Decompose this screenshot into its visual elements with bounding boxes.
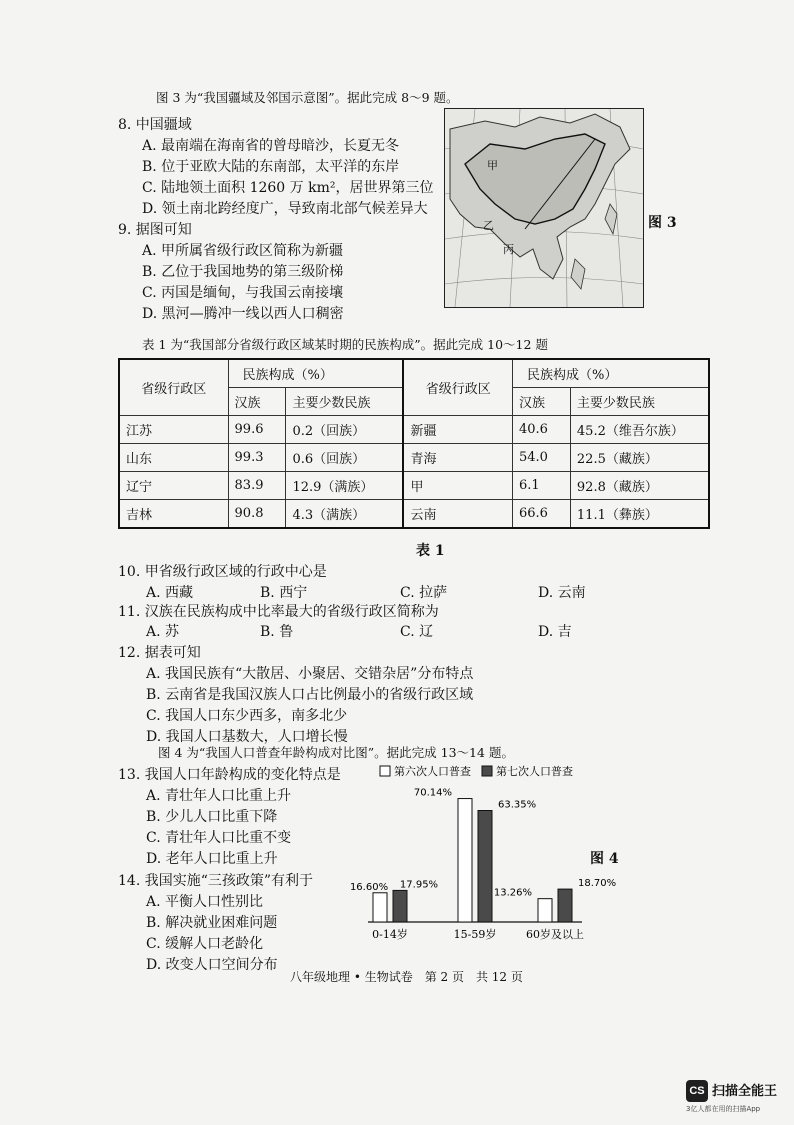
cell-minority: 92.8（藏族） xyxy=(570,472,709,500)
question-14-stem: 14. 我国实施“三孩政策”有利于 xyxy=(118,873,314,889)
bar-data-label: 63.35% xyxy=(498,799,537,811)
question-12-option-d: D. 我国人口基数大，人口增长慢 xyxy=(146,729,348,745)
cell-han: 6.1 xyxy=(512,472,570,500)
category-tick-label: 60岁及以上 xyxy=(526,928,584,941)
cell-minority: 0.6（回族） xyxy=(286,444,403,472)
bar-sixth-census xyxy=(538,899,552,922)
question-11-option-d: D. 吉 xyxy=(538,624,572,640)
table-header-row xyxy=(119,359,709,388)
question-9-option-a: A. 甲所属省级行政区简称为新疆 xyxy=(142,243,344,259)
cell-province: 辽宁 xyxy=(119,472,228,500)
cell-province: 吉林 xyxy=(119,500,228,529)
figure-4-caption: 图 4 xyxy=(590,851,619,867)
question-14-option-b: B. 解决就业困难问题 xyxy=(146,915,278,931)
question-9-option-d: D. 黑河—腾冲一线以西人口稠密 xyxy=(142,306,344,322)
cell-han: 40.6 xyxy=(512,416,570,444)
cell-han: 66.6 xyxy=(512,500,570,529)
map-label-jia: 甲 xyxy=(487,159,498,172)
intro-table1: 表 1 为“我国部分省级行政区域某时期的民族构成”。据此完成 10～12 题 xyxy=(142,337,548,352)
question-9-option-b: B. 乙位于我国地势的第三级阶梯 xyxy=(142,264,344,280)
bar-data-label: 13.26% xyxy=(493,887,532,899)
intro-fig4: 图 4 为“我国人口普查年龄构成对比图”。据此完成 13～14 题。 xyxy=(158,745,514,760)
header-region-right: 省级行政区 xyxy=(403,359,512,416)
cell-province: 山东 xyxy=(119,444,228,472)
bar-sixth-census xyxy=(458,799,472,922)
question-10-stem: 10. 甲省级行政区域的行政中心是 xyxy=(118,564,327,580)
cell-han: 99.3 xyxy=(228,444,286,472)
cell-province: 江苏 xyxy=(119,416,228,444)
island-shape xyxy=(571,259,585,289)
cell-han: 90.8 xyxy=(228,500,286,529)
bar-data-label: 17.95% xyxy=(399,879,439,891)
question-13-option-b: B. 少儿人口比重下降 xyxy=(146,809,278,825)
question-10-option-d: D. 云南 xyxy=(538,585,586,601)
table-row xyxy=(119,472,709,500)
cell-province: 新疆 xyxy=(403,416,512,444)
question-9-stem: 9. 据图可知 xyxy=(118,222,192,238)
question-11-option-b: B. 鲁 xyxy=(260,624,294,640)
cell-province: 甲 xyxy=(403,472,512,500)
question-12-option-b: B. 云南省是我国汉族人口占比例最小的省级行政区域 xyxy=(146,687,474,703)
question-13-option-c: C. 青壮年人口比重不变 xyxy=(146,830,292,846)
header-han-right: 汉族 xyxy=(512,388,570,416)
question-10-option-b: B. 西宁 xyxy=(260,585,308,601)
question-14-option-a: A. 平衡人口性别比 xyxy=(146,894,264,910)
question-10-option-c: C. 拉萨 xyxy=(400,585,448,601)
question-13-option-d: D. 老年人口比重上升 xyxy=(146,851,278,867)
question-8-option-b: B. 位于亚欧大陆的东南部，太平洋的东岸 xyxy=(142,159,400,175)
header-han-left: 汉族 xyxy=(228,388,286,416)
question-11-stem: 11. 汉族在民族构成中比率最大的省级行政区简称为 xyxy=(118,604,439,620)
page-footer: 八年级地理 • 生物试卷 第 2 页 共 12 页 xyxy=(290,970,523,984)
bar-data-label: 16.60% xyxy=(349,881,389,893)
figure-3-caption: 图 3 xyxy=(648,215,677,231)
island-shape xyxy=(605,204,617,234)
cell-minority: 11.1（彝族） xyxy=(570,500,709,529)
bar-seventh-census xyxy=(393,890,407,922)
question-12-option-c: C. 我国人口东少西多，南多北少 xyxy=(146,708,348,724)
header-composition-left: 民族构成（%） xyxy=(228,359,403,388)
chart-legend xyxy=(380,764,573,778)
cell-han: 99.6 xyxy=(228,416,286,444)
table-row xyxy=(119,444,709,472)
category-tick-label: 15-59岁 xyxy=(453,928,497,941)
cell-minority: 45.2（维吾尔族） xyxy=(570,416,709,444)
header-minority-right: 主要少数民族 xyxy=(570,388,709,416)
bar-seventh-census xyxy=(478,811,492,922)
bar-data-label: 18.70% xyxy=(578,878,617,890)
question-10-option-a: A. 西藏 xyxy=(146,585,194,601)
question-8-option-d: D. 领土南北跨经度广，导致南北部气候差异大 xyxy=(142,201,428,217)
table-row xyxy=(119,500,709,529)
question-13-option-a: A. 青壮年人口比重上升 xyxy=(146,788,292,804)
question-12-option-a: A. 我国民族有“大散居、小聚居、交错杂居”分布特点 xyxy=(146,666,474,682)
question-8-option-c: C. 陆地领土面积 1260 万 km²，居世界第三位 xyxy=(142,180,434,196)
table-1-caption: 表 1 xyxy=(416,543,445,559)
watermark-subtitle: 3亿人都在用的扫描App xyxy=(686,1105,761,1113)
intro-fig3: 图 3 为“我国疆域及邻国示意图”。据此完成 8～9 题。 xyxy=(156,90,459,105)
legend-label-sixth: 第六次人口普查 xyxy=(394,765,471,778)
map-label-yi: 乙 xyxy=(483,219,494,232)
question-14-option-d: D. 改变人口空间分布 xyxy=(146,957,278,973)
table-row xyxy=(119,416,709,444)
header-region-left: 省级行政区 xyxy=(119,359,228,416)
map-label-bing: 丙 xyxy=(503,243,514,256)
question-8-stem: 8. 中国疆域 xyxy=(118,117,192,133)
category-tick-label: 0-14岁 xyxy=(372,928,408,941)
cell-minority: 12.9（满族） xyxy=(286,472,403,500)
cell-province: 云南 xyxy=(403,500,512,529)
bar-seventh-census xyxy=(558,889,572,922)
question-8-option-a: A. 最南端在海南省的曾母暗沙，长夏无冬 xyxy=(142,138,400,154)
bar-sixth-census xyxy=(373,893,387,922)
header-minority-left: 主要少数民族 xyxy=(286,388,403,416)
cell-minority: 0.2（回族） xyxy=(286,416,403,444)
cell-minority: 22.5（藏族） xyxy=(570,444,709,472)
question-11-option-a: A. 苏 xyxy=(146,624,180,640)
cell-han: 83.9 xyxy=(228,472,286,500)
cell-province: 青海 xyxy=(403,444,512,472)
question-12-stem: 12. 据表可知 xyxy=(118,645,201,661)
cell-minority: 4.3（满族） xyxy=(286,500,403,529)
question-9-option-c: C. 丙国是缅甸，与我国云南接壤 xyxy=(142,285,344,301)
map-drawing xyxy=(445,109,643,307)
ethnic-composition-table xyxy=(118,358,710,529)
watermark-title: 扫描全能王 xyxy=(712,1084,778,1099)
header-composition-right: 民族构成（%） xyxy=(512,359,709,388)
camscanner-logo: CS xyxy=(686,1080,708,1102)
question-14-option-c: C. 缓解人口老龄化 xyxy=(146,936,264,952)
legend-label-seventh: 第七次人口普查 xyxy=(496,765,573,778)
china-map-figure xyxy=(444,108,644,308)
bar-data-label: 70.14% xyxy=(413,787,452,799)
cell-han: 54.0 xyxy=(512,444,570,472)
legend-swatch-sixth xyxy=(380,766,390,776)
question-13-stem: 13. 我国人口年龄构成的变化特点是 xyxy=(118,767,341,783)
legend-swatch-seventh xyxy=(482,766,492,776)
question-11-option-c: C. 辽 xyxy=(400,624,434,640)
